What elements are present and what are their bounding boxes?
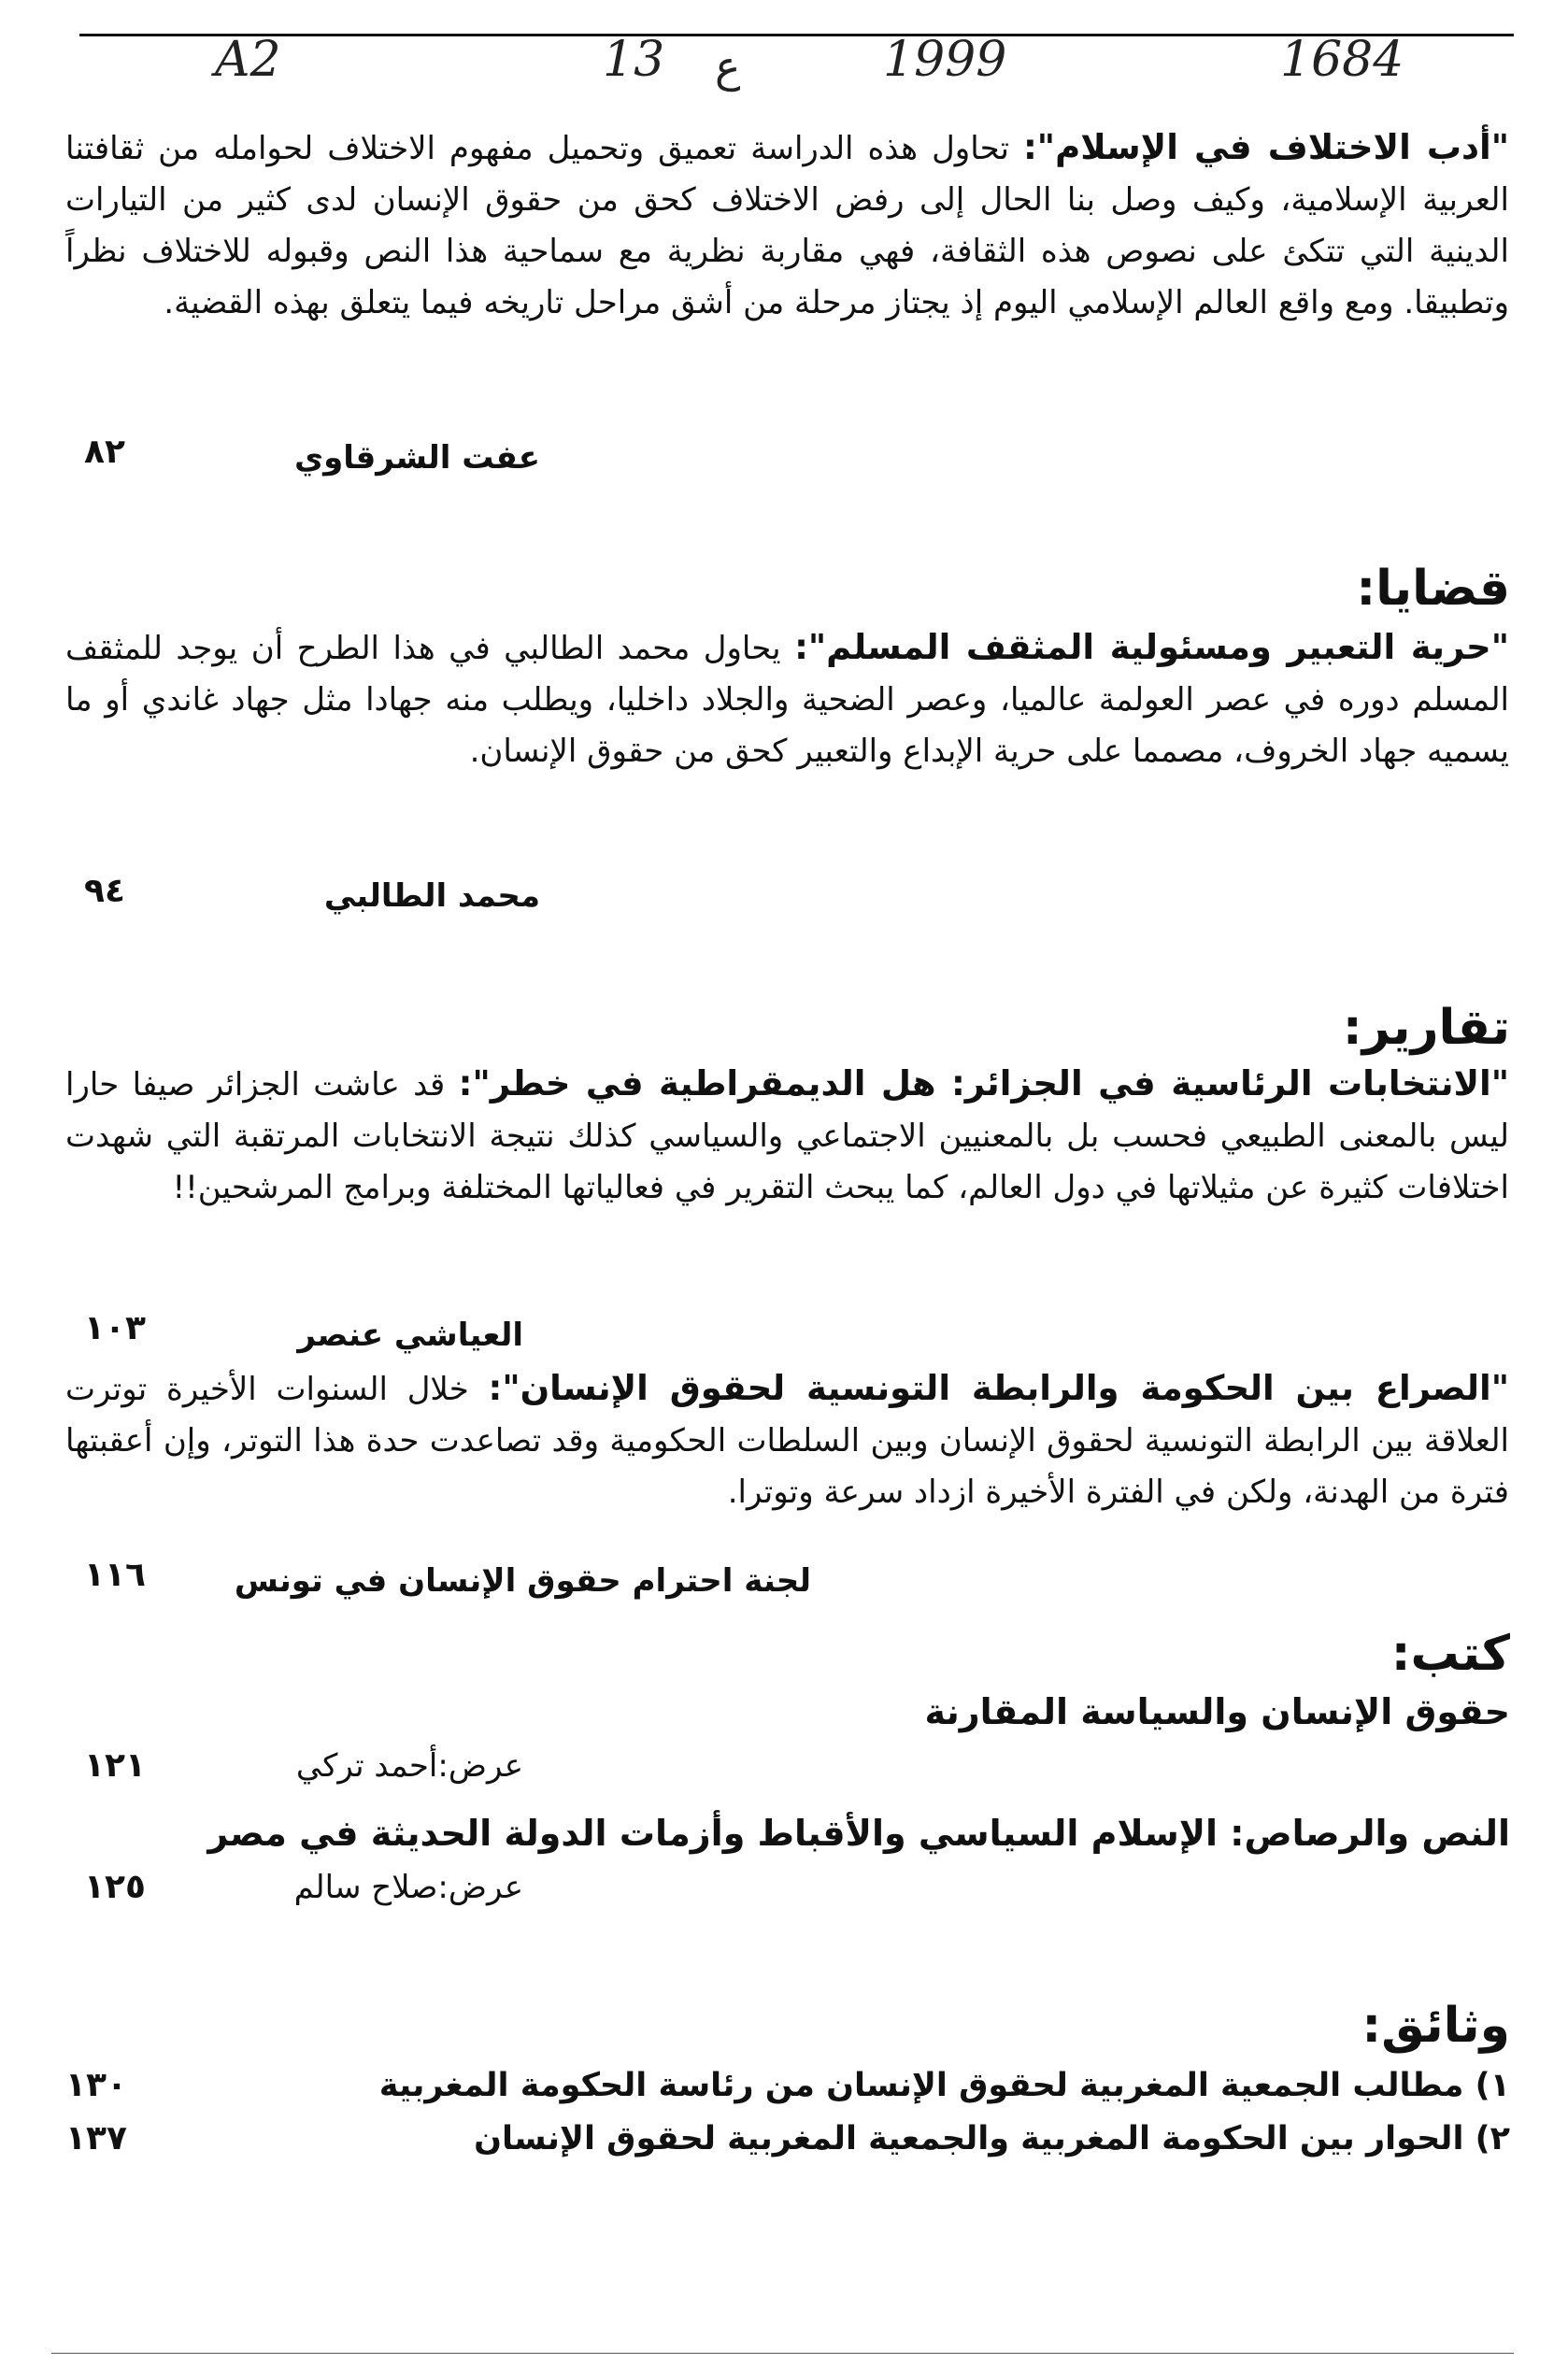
article-algeria-elections	[65, 1058, 1509, 1214]
page-number: ١٣٠	[65, 2066, 127, 2104]
book-title: النص والرصاص: الإسلام السياسي والأقباط وأزمات الدولة الحديثة في مصر	[207, 1813, 1510, 1854]
article-title: "حرية التعبير ومسئولية المثقف المسلم":	[794, 627, 1509, 667]
page-number: ١٣٧	[65, 2119, 127, 2157]
article-summary: قد عاشت الجزائر صيفا حارا ليس بالمعنى الطبيعي فحسب بل بالمعنيين الاجتماعي والسياسي كذلك نتيجة الانتخابات المرتقبة التي شهدت اختلافات كثيرة عن مثيلاتها في دول العالم، كما يبحث التقرير في فعالياتها المختلفة وبرامج المرشحين!!	[65, 1066, 1509, 1206]
section-heading-documents: وثائق:	[1361, 1998, 1510, 2054]
book-title: حقوق الإنسان والسياسة المقارنة	[924, 1691, 1510, 1732]
article-summary: يحاول محمد الطالبي في هذا الطرح أن يوجد للمثقف المسلم دوره في عصر العولمة عالميا، وعصر الضحية والجلاد داخليا، ويطلب منه جهادا مثل جهاد غاندي أو ما يسميه جهاد الخروف، مصمما على حرية الإبداع والتعبير كحق من حقوق الإنسان.	[65, 630, 1509, 770]
handwritten-note-issue-number: 13	[603, 32, 665, 88]
article-title: "أدب الاختلاف في الإسلام":	[1023, 127, 1510, 167]
article-author: العياشي عنصر	[297, 1317, 523, 1354]
bottom-rule	[51, 2353, 1514, 2354]
page-number: ٩٤	[84, 872, 125, 910]
handwritten-note-year: 1999	[883, 32, 1007, 88]
section-heading-issues: قضايا:	[1356, 561, 1510, 617]
page-number: ١١٦	[84, 1556, 146, 1594]
handwritten-note-a2: A2	[215, 32, 281, 88]
article-title: "الانتخابات الرئاسية في الجزائر: هل الديمقراطية في خطر":	[458, 1063, 1509, 1104]
page-number: ٨٢	[84, 433, 125, 471]
page-number: ١٢١	[84, 1746, 146, 1785]
page-number: ١٢٥	[84, 1868, 146, 1906]
page-number: ١٠٣	[84, 1309, 146, 1347]
article-summary: تحاول هذه الدراسة تعميق وتحميل مفهوم الاختلاف لحوامله من ثقافتنا العربية الإسلامية، وكيف وصل بنا الحال إلى رفض الاختلاف كحق من حقوق الإنسان لدى كثير من التيارات الدينية التي تتكئ على نصوص هذه الثقافة، فهي مقاربة نظرية مع سماحية هذا النص وقبوله للاختلاف نظراً وتطبيقا. ومع واقع العالم الإسلامي اليوم إذ يجتاز مرحلة من أشق مراحل تاريخه فيما يتعلق بهذه القضية.	[65, 130, 1509, 321]
document-item: ١) مطالب الجمعية المغربية لحقوق الإنسان من رئاسة الحكومة المغربية	[378, 2067, 1510, 2104]
article-author: عفت الشرقاوي	[293, 439, 540, 477]
handwritten-note-code: 1684	[1280, 32, 1404, 88]
article-title: "الصراع بين الحكومة والرابطة التونسية لحقوق الإنسان":	[488, 1368, 1509, 1408]
section-heading-books: كتب:	[1390, 1626, 1510, 1682]
book-reviewer: عرض:أحمد تركي	[295, 1747, 523, 1785]
article-tunisia-league	[65, 1362, 1509, 1518]
article-summary: خلال السنوات الأخيرة توترت العلاقة بين الرابطة التونسية لحقوق الإنسان وبين السلطات الحكومية وقد تصاعدت حدة هذا التوتر، وإن أعقبتها فترة من الهدنة، ولكن في الفترة الأخيرة ازداد سرعة وتوترا.	[65, 1371, 1509, 1511]
article-author: لجنة احترام حقوق الإنسان في تونس	[234, 1562, 811, 1600]
document-item: ٢) الحوار بين الحكومة المغربية والجمعية المغربية لحقوق الإنسان	[474, 2120, 1510, 2157]
article-freedom-expression	[65, 621, 1509, 777]
section-heading-reports: تقارير:	[1342, 1000, 1510, 1056]
book-reviewer: عرض:صلاح سالم	[293, 1869, 523, 1906]
handwritten-note-issue-letter: ع	[715, 41, 741, 92]
article-adab-ikhtilaf	[65, 121, 1509, 329]
article-author: محمد الطالبي	[323, 877, 540, 915]
